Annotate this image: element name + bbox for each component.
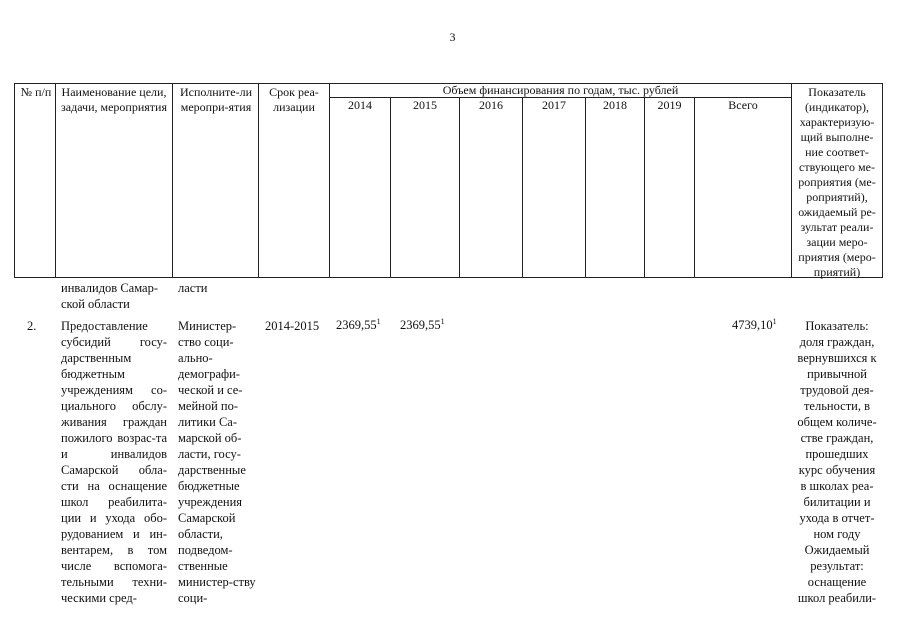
header-total: Всего [728, 98, 758, 112]
footnote-2014: 1 [376, 316, 381, 326]
row-name: Предоставление субсидий госу-дарственным бюджетным учреждениям со-циального обслу-живания граждан пожилого возрас-та и инвалидов Самарской обла-сти на оснащение школ реабилита-ции и ухода обо-рудованием и ин-вентарем, в том числе вспомога-тельными техни-ческими сред- [61, 319, 167, 605]
header-term: Срок реа-лизации [269, 85, 319, 114]
value-total: 4739,10 [732, 318, 773, 332]
row-number: 2. [27, 319, 37, 333]
header-indicator: Показатель (индикатор), характеризую-щий выполне-ние соответ-ствующего ме-роприятия (ме-роприятий), ожидаемый ре-зультат реали-зации меро-приятия (меро-приятий) [798, 85, 876, 279]
header-executor: Исполните-ли меропри-ятия [179, 85, 253, 114]
row-value-2014 [336, 318, 381, 333]
header-year-2017: 2017 [542, 98, 566, 112]
row-indicator: Показатель: доля граждан, вернувшихся к привычной трудовой дея-тельности, в общем количе-стве граждан, прошедших курс обучения в школах реа-билитации и ухода в отчет-ном году Ожидаемый результат: оснащение школ реабили- [797, 319, 877, 605]
header-funding: Объем финансирования по годам, тыс. рублей [442, 83, 679, 97]
footnote-total: 1 [772, 316, 777, 326]
row-value-total [732, 318, 777, 333]
value-2014: 2369,55 [336, 318, 377, 332]
row-term: 2014-2015 [265, 319, 320, 333]
header-year-2016: 2016 [479, 98, 503, 112]
header-year-2015: 2015 [413, 98, 437, 112]
header-number: № п/п [20, 85, 52, 99]
page-number: 3 [449, 30, 456, 44]
value-2015: 2369,55 [400, 318, 441, 332]
header-name: Наименование цели, задачи, мероприятия [61, 85, 167, 114]
row-value-2015 [400, 318, 445, 333]
carryover-name: инвалидов Самар-ской области [61, 281, 159, 311]
carryover-executor: ласти [178, 281, 208, 295]
row-executor: Министер-ство соци-ально-демографи-ческой и се-мейной по-литики Са-марской об-ласти, госу-дарственные бюджетные учреждения Самарской области, подведом-ственные министер-ству соци- [178, 319, 256, 605]
header-year-2018: 2018 [603, 98, 627, 112]
header-year-2019: 2019 [657, 98, 682, 112]
footnote-2015: 1 [440, 316, 445, 326]
header-year-2014: 2014 [348, 98, 372, 112]
